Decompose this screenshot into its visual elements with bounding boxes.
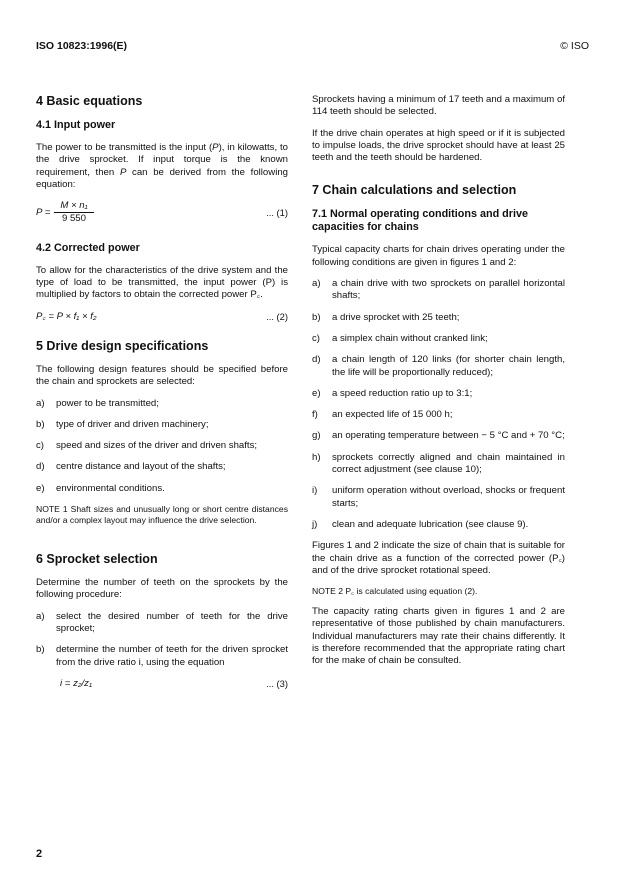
equation-3 bbox=[36, 678, 288, 690]
list-item: e) a speed reduction ratio up to 3:1; bbox=[312, 387, 473, 399]
left-column bbox=[36, 94, 288, 706]
list-item: b) type of driver and driven machinery; bbox=[36, 418, 209, 430]
list-item: a) select the desired number of teeth for the drive sprocket; bbox=[36, 610, 288, 634]
section-7-intro: Typical capacity charts for chain drives operating under the following conditions are given in figures 1 and 2: bbox=[312, 244, 565, 268]
section-6-intro: Determine the number of teeth on the sprockets by the following procedure: bbox=[36, 577, 288, 601]
list-item: d) centre distance and layout of the shafts; bbox=[36, 461, 226, 473]
list-item: f) an expected life of 15 000 h; bbox=[312, 409, 453, 421]
section-7-list bbox=[312, 278, 565, 531]
equation-1-number: ... (1) bbox=[266, 206, 288, 218]
equation-3-number: ... (3) bbox=[266, 677, 288, 689]
section-4-2-paragraph: To allow for the characteristics of the drive system and the type of load to be transmitted, the input power (P) is multiplied by factors to obtain the corrected power P꜀. bbox=[36, 264, 288, 301]
section-4-1-paragraph: The power to be transmitted is the input (P), in kilowatts, to the drive sprocket. If input torque is the known requirement, then P can be derived from the following equation: bbox=[36, 142, 289, 190]
equation-2-number: ... (2) bbox=[266, 310, 288, 322]
right-column bbox=[312, 94, 565, 677]
section-7-heading: 7 Chain calculations and selection bbox=[312, 183, 517, 198]
list-item: b) determine the number of teeth for the driven sprocket from the drive ratio i, using the equation bbox=[36, 644, 288, 668]
equation-1-numerator: M × n₁ bbox=[54, 200, 93, 213]
equation-1-fraction bbox=[54, 200, 93, 226]
section-6-heading: 6 Sprocket selection bbox=[36, 552, 158, 567]
section-4-heading: 4 Basic equations bbox=[36, 94, 143, 108]
section-7-paragraph-2: The capacity rating charts given in figures 1 and 2 are representative of those published by chain manufacturers. Individual manufacturers may rate their chains differently. It is therefore recommended that the appropriate rating chart for the make of chain be consulted. bbox=[312, 606, 565, 667]
list-item: b) a drive sprocket with 25 teeth; bbox=[312, 311, 460, 323]
section-4-2-heading: 4.2 Corrected power bbox=[36, 241, 140, 254]
list-item: e) environmental conditions. bbox=[36, 482, 165, 494]
section-6-list bbox=[36, 611, 288, 669]
list-item: a) a chain drive with two sprockets on parallel horizontal shafts; bbox=[312, 278, 565, 302]
list-item: j) clean and adequate lubrication (see clause 9). bbox=[312, 518, 529, 530]
list-item: g) an operating temperature between − 5 °C and + 70 °C; bbox=[312, 430, 565, 442]
list-item: h) sprockets correctly aligned and chain maintained in correct adjustment (see clause 10); bbox=[312, 451, 565, 476]
section-7-1-heading: 7.1 Normal operating conditions and drive capacities for chains bbox=[312, 208, 528, 234]
section-5-intro: The following design features should be specified before the chain and sprockets are selected: bbox=[36, 363, 288, 388]
equation-1-denominator: 9 550 bbox=[61, 213, 86, 225]
page-header bbox=[36, 40, 589, 54]
equation-1-lhs: P = bbox=[36, 206, 51, 218]
page-number: 2 bbox=[36, 848, 43, 860]
note-1: NOTE 1 Shaft sizes and unusually long or short centre distances and/or a complex layout may influence the drive selection. bbox=[36, 504, 288, 526]
list-item: d) a chain length of 120 links (for shorter chain length, the life will be proportionally reduced); bbox=[312, 354, 565, 378]
equation-3-body: i = z₂/z₁ bbox=[60, 677, 93, 689]
list-item: c) speed and sizes of the driver and driven shafts; bbox=[36, 440, 258, 452]
section-5-heading: 5 Drive design specifications bbox=[36, 338, 209, 353]
standard-number: ISO 10823:1996(E) bbox=[36, 40, 128, 52]
equation-1 bbox=[36, 200, 288, 226]
section-6-paragraph-2: If the drive chain operates at high speed or if it is subjected to impulse loads, the drive sprocket should have at least 25 teeth and the teeth should be hardened. bbox=[312, 127, 565, 164]
section-5-list bbox=[36, 398, 288, 495]
note-2: NOTE 2 P꜀ is calculated using equation (2). bbox=[312, 586, 478, 597]
section-7-paragraph-1: Figures 1 and 2 indicate the size of chain that is suitable for the chain drive as a function of the corrected power (P꜀) and of the drive sprocket rotational speed. bbox=[312, 540, 565, 576]
equation-2 bbox=[36, 311, 288, 323]
list-item: i) uniform operation without overload, shocks or frequent starts; bbox=[312, 485, 565, 509]
copyright-mark: © ISO bbox=[560, 40, 589, 52]
equation-2-body: P꜀ = P × f₁ × f₂ bbox=[36, 310, 97, 322]
section-4-1-heading: 4.1 Input power bbox=[36, 119, 116, 131]
section-6-paragraph-1: Sprockets having a minimum of 17 teeth and a maximum of 114 teeth should be selected. bbox=[312, 94, 565, 118]
list-item: a) power to be transmitted; bbox=[36, 397, 159, 409]
list-item: c) a simplex chain without cranked link; bbox=[312, 332, 488, 344]
